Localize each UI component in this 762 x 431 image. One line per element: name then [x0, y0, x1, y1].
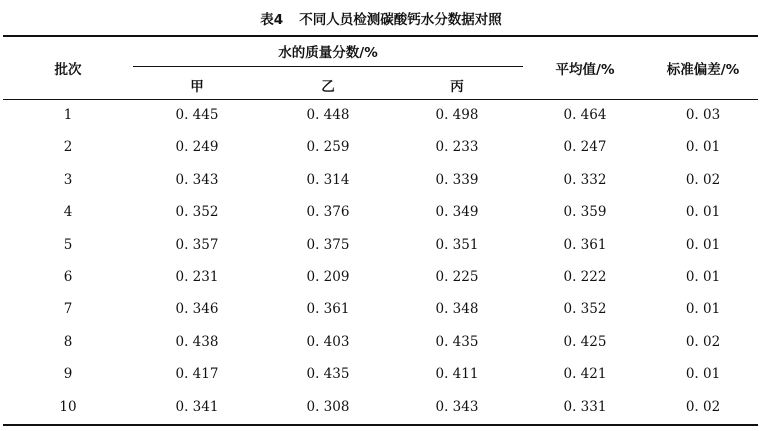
cell-c: 0. 233	[435, 139, 479, 156]
cell-average: 0. 332	[563, 171, 607, 188]
cell-b: 0. 361	[306, 301, 350, 318]
header-sub-b: 乙	[321, 79, 335, 95]
cell-a: 0. 438	[175, 333, 219, 350]
table-row	[0, 327, 762, 359]
table-number: 表4	[260, 12, 284, 28]
cell-a: 0. 417	[175, 366, 219, 383]
cell-c: 0. 348	[435, 301, 479, 318]
header-group: 水的质量分数/%	[278, 45, 378, 61]
cell-stddev: 0. 01	[685, 268, 721, 285]
cell-c: 0. 343	[435, 398, 479, 415]
header-sub-c: 丙	[450, 79, 464, 95]
cell-batch: 4	[63, 204, 73, 221]
cell-stddev: 0. 02	[685, 333, 721, 350]
group-rule	[133, 66, 523, 67]
cell-a: 0. 352	[175, 204, 219, 221]
cell-stddev: 0. 01	[685, 366, 721, 383]
table-body	[0, 100, 762, 424]
cell-batch: 3	[63, 171, 73, 188]
cell-a: 0. 249	[175, 139, 219, 156]
cell-batch: 1	[63, 107, 73, 123]
cell-a: 0. 341	[175, 398, 219, 415]
cell-c: 0. 349	[435, 204, 479, 221]
cell-average: 0. 359	[563, 204, 607, 221]
cell-b: 0. 376	[306, 204, 350, 221]
cell-average: 0. 361	[563, 236, 607, 253]
header-average: 平均值/%	[555, 62, 615, 78]
table-row	[0, 132, 762, 164]
cell-batch: 10	[59, 398, 77, 415]
cell-stddev: 0. 02	[685, 398, 721, 415]
cell-average: 0. 421	[563, 366, 607, 383]
table-row	[0, 197, 762, 229]
cell-b: 0. 375	[306, 236, 350, 253]
cell-c: 0. 339	[435, 171, 479, 188]
cell-c: 0. 351	[435, 236, 479, 253]
cell-batch: 7	[63, 301, 73, 318]
cell-average: 0. 222	[563, 268, 607, 285]
cell-b: 0. 435	[306, 366, 350, 383]
cell-batch: 6	[63, 268, 73, 285]
bottom-rule	[3, 424, 758, 426]
cell-c: 0. 411	[435, 366, 479, 383]
cell-stddev: 0. 03	[685, 107, 721, 123]
table-row	[0, 262, 762, 294]
cell-b: 0. 209	[306, 268, 350, 285]
cell-batch: 8	[63, 333, 73, 350]
cell-average: 0. 331	[563, 398, 607, 415]
cell-average: 0. 247	[563, 139, 607, 156]
cell-batch: 2	[63, 139, 73, 156]
cell-batch: 9	[63, 366, 73, 383]
cell-a: 0. 346	[175, 301, 219, 318]
cell-b: 0. 314	[306, 171, 350, 188]
table-row	[0, 230, 762, 262]
cell-c: 0. 498	[435, 107, 479, 123]
table-title: 不同人员检测碳酸钙水分数据对照	[299, 12, 502, 28]
cell-b: 0. 448	[306, 107, 350, 123]
top-rule	[3, 35, 758, 37]
cell-stddev: 0. 01	[685, 236, 721, 253]
cell-average: 0. 464	[563, 107, 607, 123]
cell-a: 0. 231	[175, 268, 219, 285]
cell-stddev: 0. 01	[685, 301, 721, 318]
cell-batch: 5	[63, 236, 73, 253]
cell-c: 0. 435	[435, 333, 479, 350]
cell-average: 0. 352	[563, 301, 607, 318]
cell-a: 0. 445	[175, 107, 219, 123]
cell-b: 0. 403	[306, 333, 350, 350]
table-row	[0, 359, 762, 391]
cell-average: 0. 425	[563, 333, 607, 350]
cell-stddev: 0. 01	[685, 139, 721, 156]
cell-c: 0. 225	[435, 268, 479, 285]
cell-a: 0. 357	[175, 236, 219, 253]
cell-a: 0. 343	[175, 171, 219, 188]
header-stddev: 标准偏差/%	[666, 62, 740, 78]
cell-stddev: 0. 01	[685, 204, 721, 221]
header-batch: 批次	[54, 62, 82, 78]
table-row	[0, 165, 762, 197]
cell-stddev: 0. 02	[685, 171, 721, 188]
cell-b: 0. 259	[306, 139, 350, 156]
table-caption	[0, 8, 762, 28]
table-row	[0, 100, 762, 132]
header-sub-a: 甲	[190, 79, 204, 95]
table-row	[0, 294, 762, 326]
cell-b: 0. 308	[306, 398, 350, 415]
table-row	[0, 392, 762, 424]
